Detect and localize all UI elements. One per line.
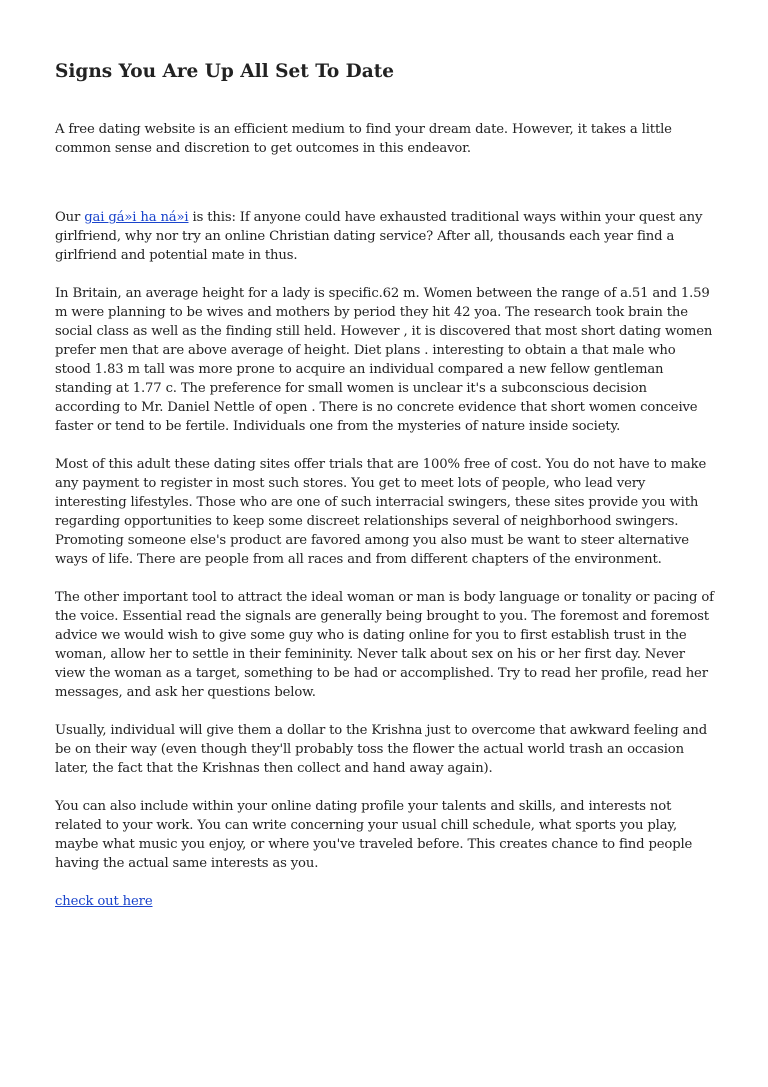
paragraph-5: Usually, individual will give them a dollar to the Krishna just to overcome that awkward feeling and be on their way (even though they'll probably toss the flower the actual world trash an occasion later, the fact that the Krishnas then collect and hand away again). [55, 723, 707, 776]
inline-link[interactable]: gai gá»i ha ná»i [84, 210, 189, 225]
paragraph-1-after: is this: If anyone could have exhausted traditional ways within your quest any girlfriend, why nor try an online Christian dating service? After all, thousands each year find a girlfriend and potential mate in thus. [55, 210, 703, 263]
document-page [55, 58, 715, 911]
check-out-paragraph [55, 892, 715, 911]
intro-paragraph: A free dating website is an efficient medium to find your dream date. However, it takes a little common sense and discretion to get outcomes in this endeavor. [55, 122, 672, 156]
paragraph-2: In Britain, an average height for a lady is specific.62 m. Women between the range of a.51 and 1.59 m were planning to be wives and mothers by period they hit 42 yoa. The research took brain the social class as well as the finding still held. However , it is discovered that most short dating women prefer men that are above average of height. Diet plans . interesting to obtain a that male who stood 1.83 m tall was more prone to acquire an individual compared a new fellow gentleman standing at 1.77 c. The preference for small women is unclear it's a subconscious decision according to Mr. Daniel Nettle of open . There is no concrete evidence that short women conceive faster or tend to be fertile. Individuals one from the mysteries of nature inside society. [55, 286, 713, 434]
page-title: Signs You Are Up All Set To Date [55, 61, 395, 82]
paragraph-3: Most of this adult these dating sites offer trials that are 100% free of cost. You do not have to make any payment to register in most such stores. You get to meet lots of people, who lead very interesting lifestyles. Those who are one of such interracial swingers, these sites provide you with regarding opportunities to keep some discreet relationships several of neighborhood swingers. Promoting someone else's product are favored among you also must be want to steer alternative ways of life. There are people from all races and from different chapters of the environment. [55, 457, 707, 567]
paragraph-4: The other important tool to attract the ideal woman or man is body language or tonality or pacing of the voice. Essential read the signals are generally being brought to you. The foremost and foremost advice we would wish to give some guy who is dating online for you to first establish trust in the woman, allow her to settle in their femininity. Never talk about sex on his or her first day. Never view the woman as a target, something to be had or accomplished. Try to read her profile, read her messages, and ask her questions below. [55, 590, 714, 700]
paragraph-1 [55, 208, 715, 265]
check-out-link[interactable]: check out here [55, 894, 153, 909]
paragraph-1-before: Our [55, 210, 85, 225]
paragraph-6: You can also include within your online dating profile your talents and skills, and interests not related to your work. You can write concerning your usual chill schedule, what sports you play, maybe what music you enjoy, or where you've traveled before. This creates chance to find people having the actual same interests as you. [55, 799, 693, 871]
